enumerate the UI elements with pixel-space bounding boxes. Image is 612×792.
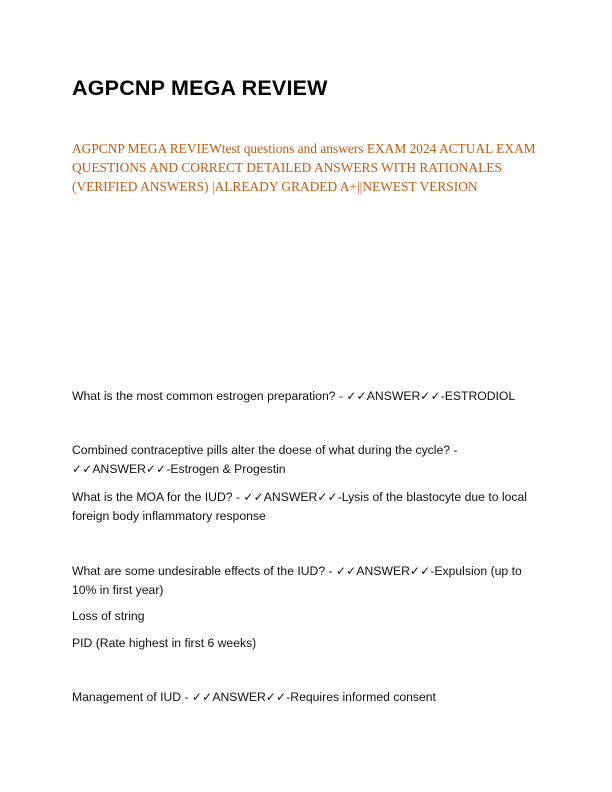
- document-title: AGPCNP MEGA REVIEW: [72, 76, 328, 100]
- qa-item-loss-of-string: Loss of string: [72, 609, 145, 623]
- qa-item-estrogen-preparation: What is the most common estrogen preparation? - ✓✓ANSWER✓✓-ESTRODIOL: [72, 389, 516, 403]
- qa-item-iud-effects: What are some undesirable effects of the IUD? - ✓✓ANSWER✓✓-Expulsion (up to 10% in first year): [72, 564, 522, 597]
- qa-item-iud-management: Management of IUD - ✓✓ANSWER✓✓-Requires informed consent: [72, 690, 436, 704]
- qa-item-iud-moa: What is the MOA for the IUD? - ✓✓ANSWER✓✓-Lysis of the blastocyte due to local foreign body inflammatory response: [72, 490, 527, 523]
- qa-item-pid: PID (Rate highest in first 6 weeks): [72, 636, 257, 650]
- document-subtitle: AGPCNP MEGA REVIEWtest questions and answers EXAM 2024 ACTUAL EXAM QUESTIONS AND CORRECT DETAILED ANSWERS WITH RATIONALES (VERIFIED ANSWERS) |ALREADY GRADED A+||NEWEST VERSION: [72, 141, 536, 194]
- qa-item-contraceptive-pills: Combined contraceptive pills alter the doese of what during the cycle? - ✓✓ANSWER✓✓-Estrogen & Progestin: [72, 443, 458, 476]
